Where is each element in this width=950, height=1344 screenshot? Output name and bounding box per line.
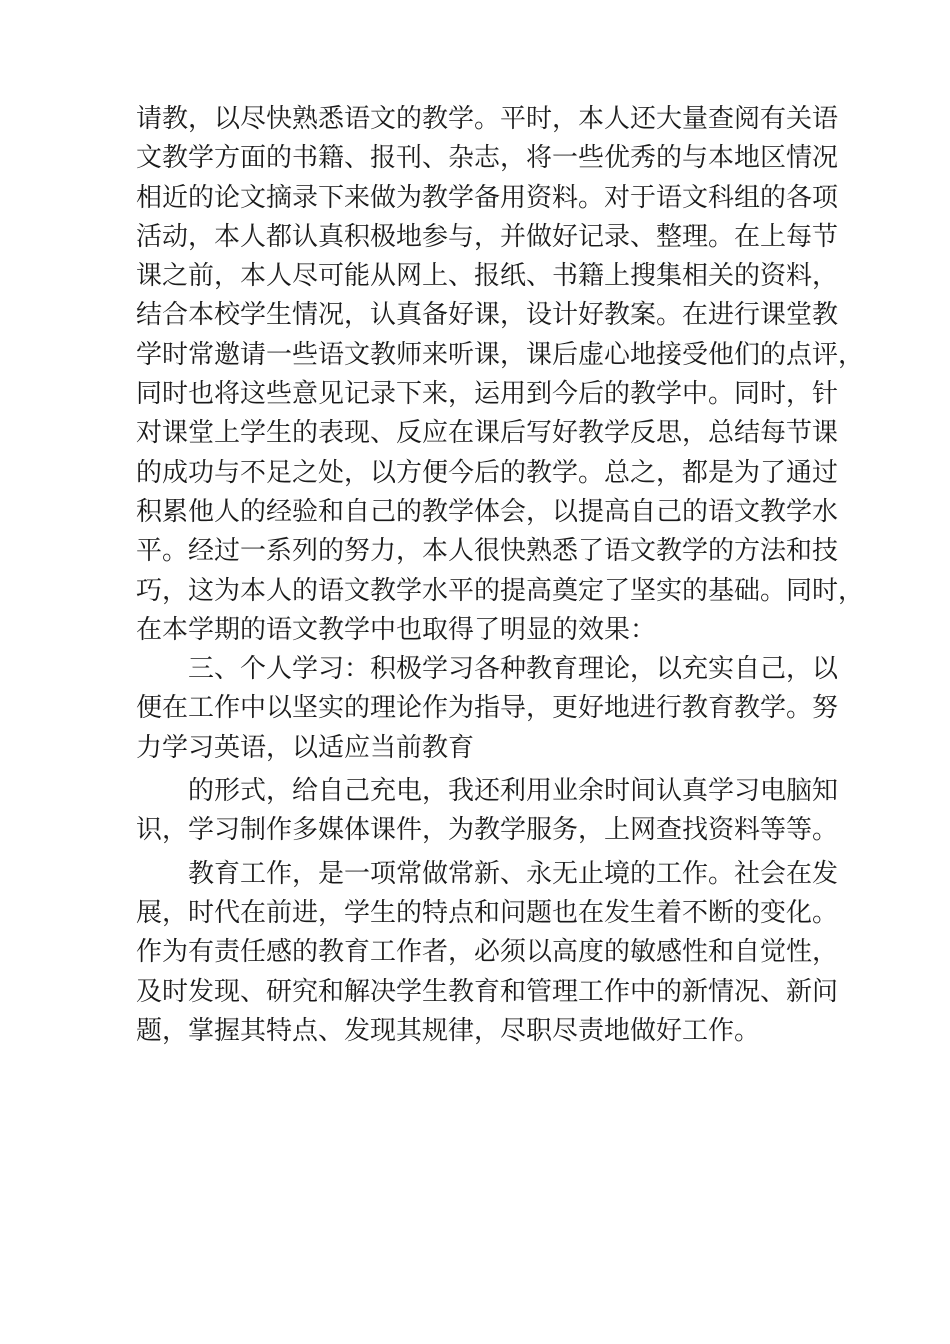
text-line: 同时也将这些意见记录下来，运用到今后的教学中。同时，针 (136, 379, 839, 410)
text-line: 课之前，本人尽可能从网上、报纸、书籍上搜集相关的资料， (136, 261, 839, 292)
text-line: 展，时代在前进，学生的特点和问题也在发生着不断的变化。 (136, 897, 839, 928)
paragraph-start-line: 三、个人学习：积极学习各种教育理论，以充实自己，以 (188, 654, 839, 685)
text-line: 学时常邀请一些语文教师来听课，课后虚心地接受他们的点评， (136, 339, 865, 370)
text-line: 文教学方面的书籍、报刊、杂志，将一些优秀的与本地区情况 (136, 143, 839, 174)
text-line: 作为有责任感的教育工作者，必须以高度的敏感性和自觉性， (136, 937, 839, 968)
text-line: 识，学习制作多媒体课件，为教学服务，上网查找资料等等。 (136, 815, 839, 846)
text-line: 平。经过一系列的努力，本人很快熟悉了语文教学的方法和技 (136, 536, 839, 567)
text-line: 请教，以尽快熟悉语文的教学。平时，本人还大量查阅有关语 (136, 104, 839, 134)
text-line: 的成功与不足之处，以方便今后的教学。总之，都是为了通过 (136, 457, 839, 488)
paragraph-start-line: 的形式，给自己充电，我还利用业余时间认真学习电脑知 (188, 776, 839, 807)
text-line: 巧，这为本人的语文教学水平的提高奠定了坚实的基础。同时， (136, 575, 865, 606)
body-text (136, 100, 865, 1051)
text-line: 活动，本人都认真积极地参与，并做好记录、整理。在上每节 (136, 221, 839, 252)
text-line: 积累他人的经验和自己的教学体会，以提高自己的语文教学水 (136, 496, 839, 527)
paragraph-start-line: 教育工作，是一项常做常新、永无止境的工作。社会在发 (188, 858, 839, 889)
text-line: 相近的论文摘录下来做为教学备用资料。对于语文科组的各项 (136, 182, 839, 213)
text-line: 对课堂上学生的表现、反应在课后写好教学反思，总结每节课 (136, 418, 839, 449)
text-line: 题，掌握其特点、发现其规律，尽职尽责地做好工作。 (136, 1015, 761, 1046)
text-line: 在本学期的语文教学中也取得了明显的效果： (136, 614, 657, 645)
text-line: 便在工作中以坚实的理论作为指导，更好地进行教育教学。努 (136, 693, 839, 724)
text-line: 结合本校学生情况，认真备好课，设计好教案。在进行课堂教 (136, 300, 839, 331)
text-line: 及时发现、研究和解决学生教育和管理工作中的新情况、新问 (136, 976, 839, 1007)
text-line: 力学习英语，以适应当前教育 (136, 732, 475, 763)
